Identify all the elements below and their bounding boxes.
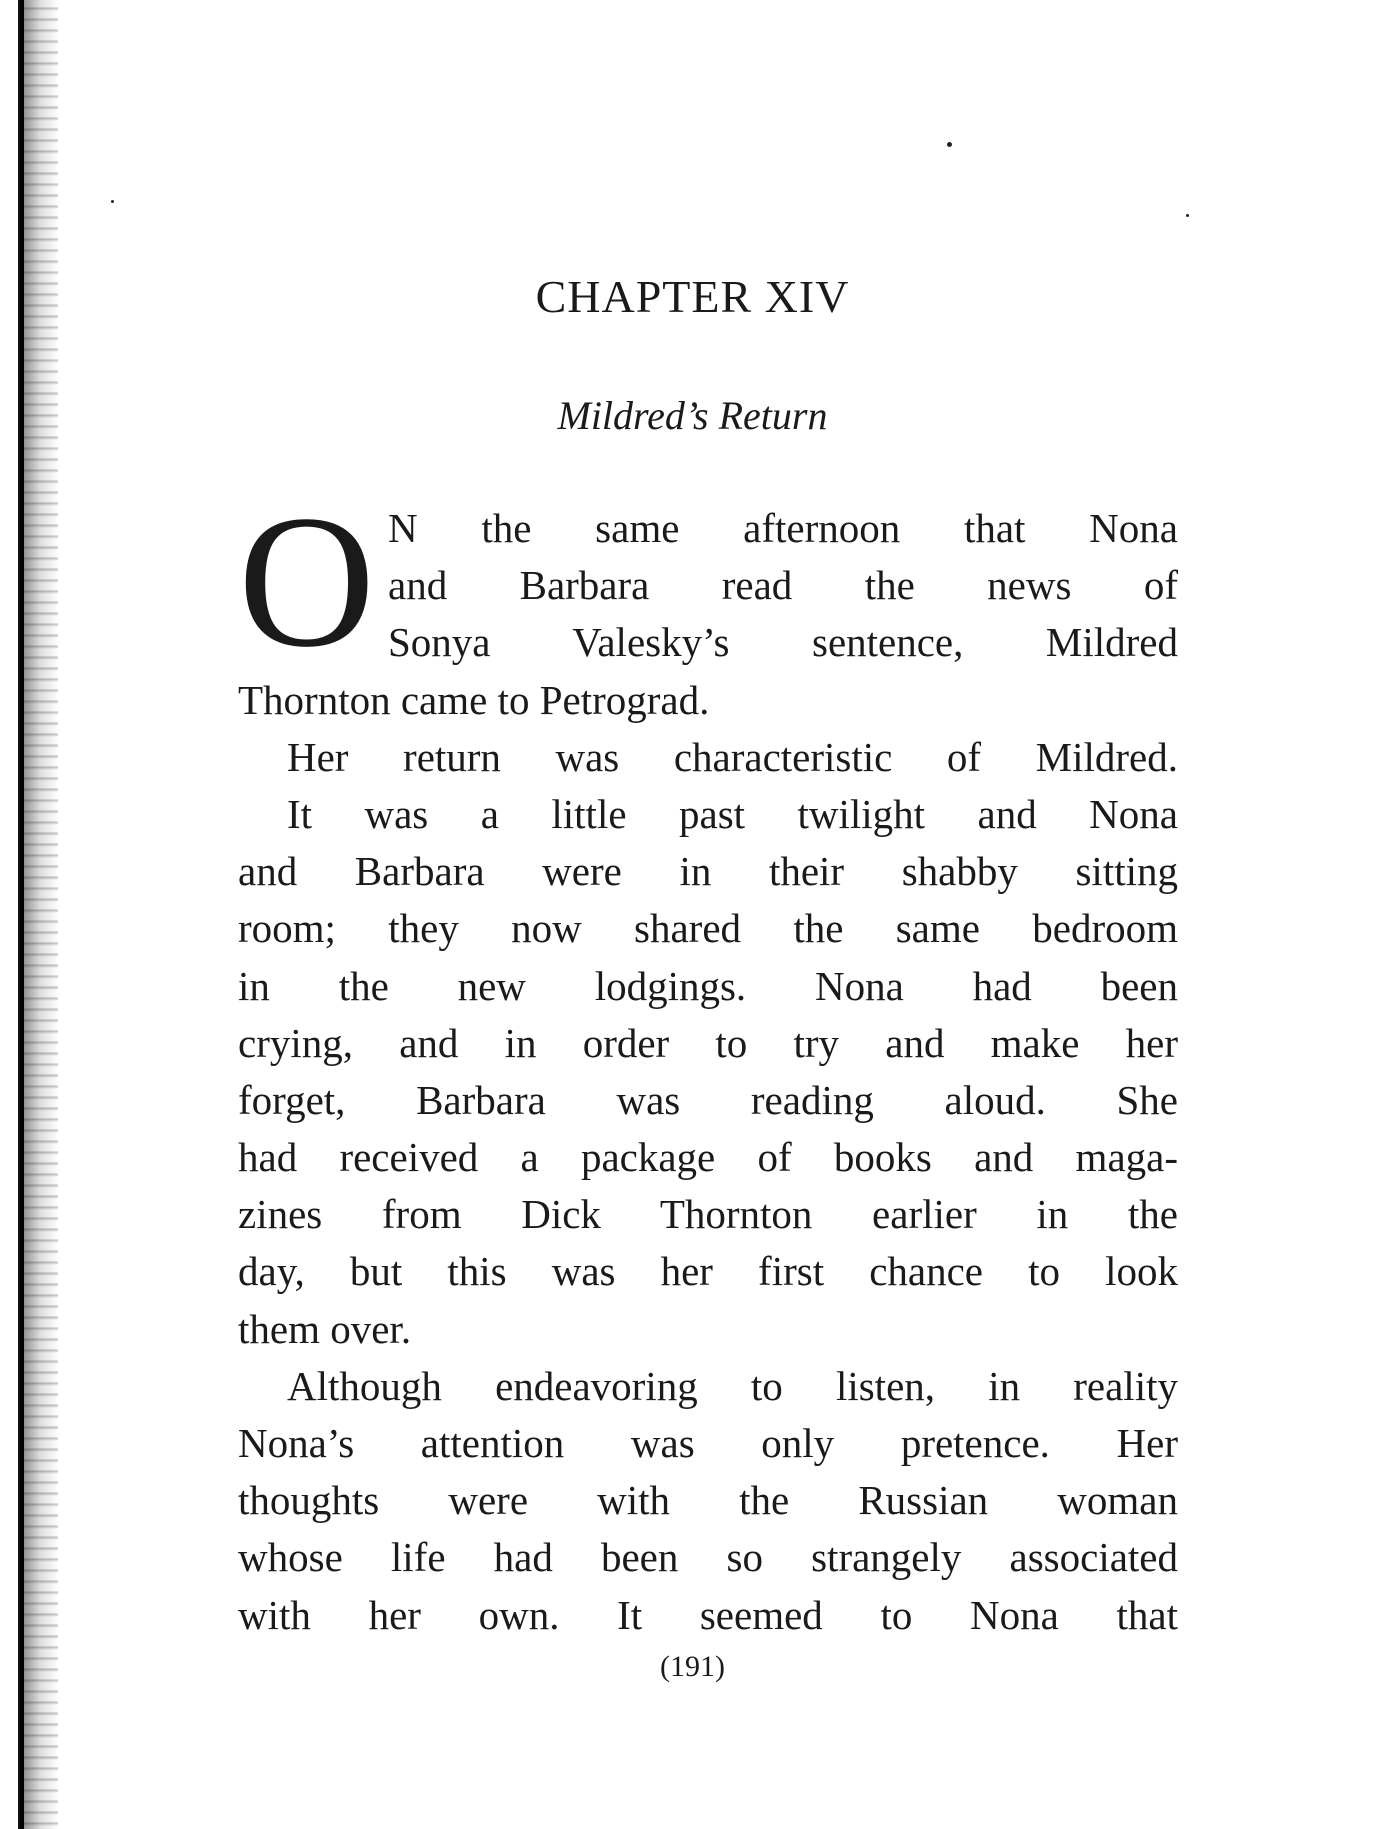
text-line: Sonya Valesky’s sentence, Mildred <box>388 619 1178 666</box>
text-line: Nona’s attention was only pretence. Her <box>238 1420 1178 1466</box>
text-line: had received a package of books and maga- <box>238 1134 1178 1181</box>
text-line: It was a little past twilight and Nona <box>287 790 1178 837</box>
body-text <box>238 500 1178 1644</box>
text-line: and Barbara were in their shabby sitting <box>238 848 1178 895</box>
text-line: Her return was characteristic of Mildred. <box>287 733 1178 780</box>
text-line: with her own. It seemed to Nona that <box>238 1591 1178 1638</box>
text-line: crying, and in order to try and make her <box>238 1019 1178 1066</box>
text-line: and Barbara read the news of <box>388 562 1178 609</box>
scan-speck <box>947 142 952 147</box>
text-line: thoughts were with the Russian woman <box>238 1477 1178 1524</box>
text-line: them over. <box>238 1305 412 1352</box>
text-line: day, but this was her first chance to look <box>238 1248 1178 1295</box>
text-line: Thornton came to Petrograd. <box>238 676 710 723</box>
text-line: Although endeavoring to listen, in reality <box>287 1362 1178 1409</box>
drop-cap: O <box>238 477 376 687</box>
text-line: zines from Dick Thornton earlier in the <box>238 1191 1178 1238</box>
scan-speck <box>111 200 114 203</box>
text-line: N the same afternoon that Nona <box>388 505 1178 551</box>
text-line: forget, Barbara was reading aloud. She <box>238 1076 1178 1123</box>
page-number: (191) <box>660 1650 725 1683</box>
chapter-title: CHAPTER XIV <box>535 271 850 322</box>
chapter-subtitle: Mildred’s Return <box>557 393 828 438</box>
scan-speck <box>1186 214 1189 217</box>
text-line: whose life had been so strangely associated <box>238 1534 1178 1581</box>
text-line: in the new lodgings. Nona had been <box>238 962 1178 1009</box>
text-line: room; they now shared the same bedroom <box>238 905 1178 952</box>
